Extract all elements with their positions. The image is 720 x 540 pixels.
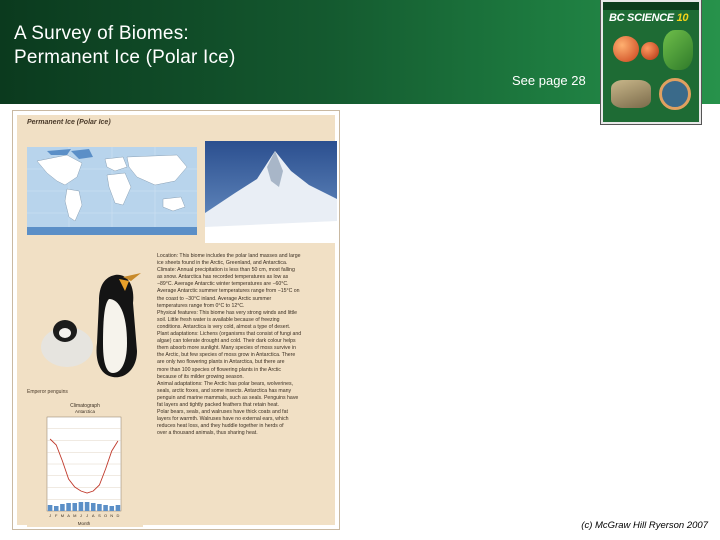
description-line: algae) can tolerate drought and cold. Their dark colour helps (157, 338, 296, 345)
description-line: as snow. Antarctica has recorded temperatures as low as (157, 274, 289, 281)
world-map (27, 147, 197, 235)
description-line: more than 100 species of flowering plants in the Arctic (157, 366, 281, 373)
copyright-credit: (c) McGraw Hill Ryerson 2007 (581, 520, 708, 531)
precipitation-bar (116, 505, 121, 511)
description-line: over a thousand animals, thus sharing heat. (157, 430, 258, 437)
precipitation-bar (79, 502, 84, 511)
mountain-photo (205, 141, 337, 243)
cover-berry-image (613, 36, 639, 62)
precipitation-bar (109, 506, 114, 511)
slide-title-line-1: A Survey of Biomes: (14, 23, 189, 44)
precipitation-bar (54, 506, 59, 511)
description-line: Location: This biome includes the polar land masses and large (157, 253, 301, 259)
month-tick-label: A (91, 513, 95, 518)
precipitation-bar (97, 504, 102, 511)
cover-title-text: BC SCIENCE (609, 12, 674, 24)
precipitation-bar (91, 503, 96, 511)
precipitation-bar (48, 505, 53, 511)
slide-title (14, 22, 235, 70)
description-line: −89°C. Average Antarctic winter temperatures are −60°C. (157, 281, 289, 288)
cover-shell-image (659, 78, 691, 110)
month-tick-label: D (116, 513, 120, 518)
description-line: layers for warmth. Walruses have no external ears, which (157, 416, 289, 423)
slide-title-line-2: Permanent Ice (Polar Ice) (14, 47, 236, 68)
description-line: conditions. Antarctica is very cold, almost a type of desert. (157, 323, 291, 330)
page-reference: See page 28 (512, 73, 586, 88)
cover-berry-image (641, 42, 659, 60)
cover-title-number: 10 (676, 12, 689, 24)
description-line: reduces heat loss, and they huddle together in herds of (157, 423, 284, 430)
month-tick-label: J (49, 513, 52, 518)
description-line: Climate: Annual precipitation is less than 50 cm, most falling (157, 267, 295, 274)
description-line: Average Antarctic summer temperatures range from −15°C on (157, 288, 300, 295)
textbook-page (12, 110, 340, 530)
month-tick-label: M (60, 513, 65, 518)
month-tick-label: A (67, 513, 70, 518)
precipitation-bar (103, 505, 108, 511)
climatograph (27, 399, 143, 527)
description-line: Polar bears, seals, and walruses have thick coats and fat (157, 409, 288, 416)
precipitation-bar (60, 504, 65, 511)
description-line: the coast to −30°C inland. Average Arctic summer (157, 295, 272, 302)
month-tick-label: N (110, 513, 114, 518)
month-tick-label: O (104, 513, 108, 518)
climatograph-title: Climatograph (70, 403, 100, 409)
description-line: Physical features: This biome has very strong winds and little (157, 309, 298, 316)
description-line: ice sheets found in the Arctic, Greenland, and Antarctica. (157, 260, 288, 267)
precipitation-bar (72, 503, 77, 511)
description-line: temperatures range from 0°C to 12°C. (157, 302, 245, 309)
cover-top-band (603, 2, 699, 10)
month-tick-label: J (86, 513, 89, 518)
month-tick-label: F (55, 513, 58, 518)
description-line: seals, arctic foxes, and some insects. Antarctica has many (157, 387, 292, 394)
description-line: the Arctic, but few species of moss grow in Antarctica. There (157, 352, 296, 359)
description-line: them absorb more sunlight. Many species of moss survive in (157, 345, 296, 352)
cover-stone-image (611, 80, 651, 108)
month-tick-label: S (98, 513, 101, 518)
textbook-cover (601, 0, 701, 124)
description-line: soil. Little fresh water is available because of freezing (157, 316, 280, 323)
textbook-page-background (17, 115, 335, 525)
cover-leaf-image (663, 30, 693, 70)
month-tick-label: J (79, 513, 82, 518)
description-line: because of its milder growing season. (157, 373, 244, 380)
description-line: penguin and marine mammals, such as seals. Penguins have (157, 394, 299, 401)
climatograph-xlabel: Month (77, 521, 91, 526)
book-heading: Permanent Ice (Polar Ice) (27, 119, 111, 126)
photo-caption: Emperor penguins (27, 389, 68, 395)
precipitation-bar (66, 503, 71, 511)
month-tick-label: M (73, 513, 77, 518)
penguin-photo (27, 255, 157, 385)
description-line: Plant adaptations: Lichens (organisms that consist of fungi and (157, 331, 302, 338)
precipitation-bar (85, 502, 90, 511)
antarctica-ice-shape (27, 227, 197, 235)
biome-description (157, 253, 337, 437)
description-line: are only two flowering plants in Antarctica, but there are (157, 359, 285, 366)
cover-title (609, 12, 688, 24)
description-line: Animal adaptations: The Arctic has polar bears, wolverines, (157, 380, 294, 387)
description-line: fat layers and tightly packed feathers that retain heat. (157, 401, 279, 408)
climatograph-subtitle: Antarctica (74, 409, 96, 414)
